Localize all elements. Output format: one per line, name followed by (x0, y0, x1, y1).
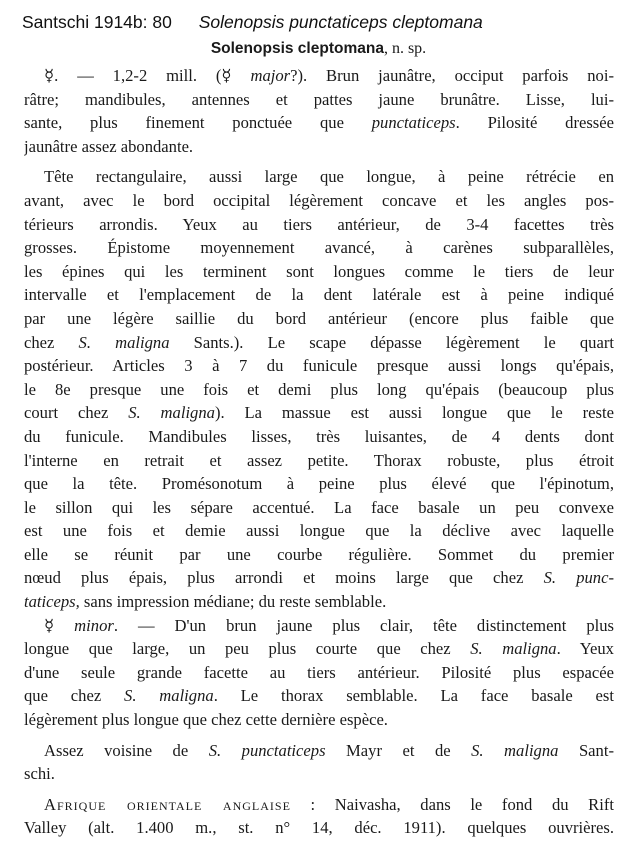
text-segment: les épines qui les terminent sont longues comme le tiers de leur (24, 261, 614, 281)
text-line (24, 739, 614, 763)
text-segment: sans impression médiane; du reste semblable. (79, 592, 387, 612)
paragraph-gap (24, 732, 614, 739)
description-title (0, 40, 637, 58)
text-segment: postérieur. Articles 3 à 7 du funicule presque aussi longs qu'épais, (24, 356, 614, 376)
text-segment: grosses. Épistome moyennement avancé, à carènes subparallèles, (24, 238, 614, 258)
text-segment: du funicule. Mandibules lisses, très luisantes, de 4 dents dont (24, 426, 614, 446)
text-segment: Assez voisine de (44, 740, 209, 760)
text-line (24, 213, 614, 237)
text-line (24, 260, 614, 284)
text-segment: . Pilosité dressée (455, 113, 614, 133)
text-line (24, 189, 614, 213)
text-line (24, 684, 614, 708)
text-segment: légèrement plus longue que chez cette dernière espèce. (24, 710, 388, 730)
italic-taxon-text: S. maligna (124, 686, 214, 706)
text-line (24, 64, 614, 88)
text-line (24, 378, 614, 402)
text-line (24, 283, 614, 307)
text-segment: schi. (24, 764, 55, 784)
text-segment: longue que large, un peu plus courte que chez (24, 639, 471, 659)
text-segment: le sillon qui les sépare accentué. La face basale un peu convexe (24, 497, 614, 517)
text-segment: ☿ (44, 615, 75, 635)
description-body (24, 64, 614, 840)
text-segment: jaunâtre assez abondante. (24, 136, 194, 156)
text-segment: avant, avec le bord occipital légèrement concave et les angles pos- (24, 190, 614, 210)
text-line (24, 236, 614, 260)
text-line (24, 111, 614, 135)
text-segment: nœud plus épais, plus arrondi et moins large que chez (24, 568, 544, 588)
text-segment: par une légère saillie du bord antérieur (encore plus faible que (24, 308, 614, 328)
italic-taxon-text: taticeps, (24, 592, 80, 612)
text-line (24, 543, 614, 567)
italic-taxon-text: S. punctaticeps (208, 740, 326, 760)
text-segment: ). La massue est aussi longue que le reste (214, 403, 614, 423)
species-name: Solenopsis punctaticeps cleptomana (198, 12, 483, 32)
text-segment: le 8e presque une fois et demi plus long qu'épais (beaucoup plus (24, 379, 614, 399)
text-segment: Mayr et de (325, 740, 472, 760)
text-segment: court chez (24, 403, 129, 423)
text-segment: Sants.). Le scape dépasse légèrement le quart (169, 332, 614, 352)
text-segment: . Le thorax semblable. La face basale est (213, 686, 614, 706)
text-segment: sante, plus finement ponctuée que (24, 113, 372, 133)
text-line (24, 793, 614, 817)
text-line (24, 519, 614, 543)
paragraph-gap (24, 158, 614, 165)
text-line (24, 816, 614, 840)
italic-taxon-text: S. maligna (78, 332, 170, 352)
text-line (24, 762, 614, 786)
text-segment: que chez (24, 686, 125, 706)
text-segment: ☿. — 1,2-2 mill. (☿ (44, 66, 251, 85)
text-segment: Sant- (558, 740, 614, 760)
italic-taxon-text: S. punc- (543, 568, 614, 588)
title-suffix: , n. sp. (383, 40, 427, 57)
text-segment: Valley (alt. 1.400 m., st. n° 14, déc. 1911). quelques ouvrières. (24, 818, 614, 838)
text-segment: intervalle et l'emplacement de la dent latérale est à peine indiqué (24, 285, 614, 305)
text-line (24, 165, 614, 189)
locality-text: Afrique orientale anglaise (44, 794, 291, 814)
italic-taxon-text: punctaticeps (371, 113, 456, 133)
text-segment: l'interne en retrait et assez petite. Thorax robuste, plus étroit (24, 450, 614, 470)
paragraph-gap (24, 786, 614, 793)
text-line (24, 708, 614, 732)
text-segment: : Naivasha, dans le fond du Rift (290, 794, 614, 814)
text-line (24, 449, 614, 473)
text-line (24, 472, 614, 496)
text-line (24, 496, 614, 520)
italic-taxon-text: S. maligna (471, 740, 559, 760)
text-line (24, 135, 614, 159)
italic-taxon-text: S. maligna (128, 403, 215, 423)
text-segment: elle se réunit par une courbe régulière. Sommet du premier (24, 544, 614, 564)
text-line (24, 331, 614, 355)
italic-taxon-text: minor (74, 615, 114, 635)
text-line (24, 354, 614, 378)
title-species-name: Solenopsis cleptomana (210, 40, 384, 57)
text-line (24, 590, 614, 614)
text-line (24, 614, 614, 638)
text-line (24, 425, 614, 449)
italic-taxon-text: S. maligna (470, 639, 557, 659)
citation-header (22, 12, 622, 33)
text-segment: chez (24, 332, 79, 352)
text-segment: râtre; mandibules, antennes et pattes jaune brunâtre. Lisse, lui- (24, 89, 614, 109)
text-line (24, 637, 614, 661)
italic-taxon-text: major (250, 66, 291, 85)
text-segment: . Yeux (556, 639, 614, 659)
text-segment: ?). Brun jaunâtre, occiput parfois noi- (290, 66, 614, 85)
text-segment: que la tête. Promésonotum à peine plus élevé que l'épinotum, (24, 474, 614, 494)
text-segment: térieurs arrondis. Yeux au tiers antérieur, de 3-4 facettes très (24, 214, 614, 234)
text-segment: est une fois et demie aussi longue que la déclive avec laquelle (24, 521, 614, 541)
text-segment: d'une seule grande facette au tiers antérieur. Pilosité plus espacée (24, 662, 614, 682)
text-segment: Tête rectangulaire, aussi large que longue, à peine rétrécie en (44, 167, 614, 187)
text-segment: . — D'un brun jaune plus clair, tête distinctement plus (113, 615, 614, 635)
text-line (24, 307, 614, 331)
text-line (24, 566, 614, 590)
text-line (24, 401, 614, 425)
text-line (24, 88, 614, 112)
citation-text: Santschi 1914b: 80 (22, 12, 172, 32)
text-line (24, 661, 614, 685)
